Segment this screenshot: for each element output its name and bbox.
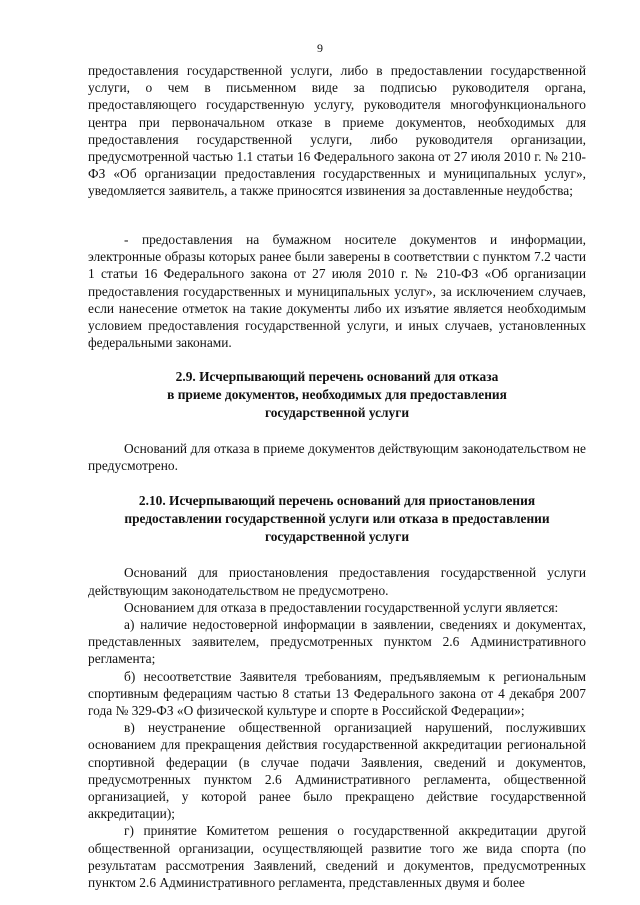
section-heading-2-10: [88, 492, 586, 546]
heading-line: предоставлении государственной услуги или отказа в предоставлении: [124, 511, 550, 527]
paragraph-no-suspension-grounds: Оснований для приостановления предоставления государственной услуги действующим законодательством не предусмотрено.: [88, 565, 586, 598]
list-item-a: а) наличие недостоверной информации в заявлении, сведениях и документах, представленных заявителем, предусмотренных пунктом 2.6 Административного регламента;: [88, 617, 586, 667]
list-item-v: в) неустранение общественной организацией нарушений, послуживших основанием для прекращения действия государственной аккредитации региональной спортивной федерации (в случае подачи Заявления, сведений и документов, предусмотренных пунктом 2.6 Административного регламента, общественной организацией, у которой ранее было прекращено действие государственной аккредитации);: [88, 720, 586, 822]
paragraph-no-refusal-grounds: Оснований для отказа в приеме документов действующим законодательством не предусмотрено.: [88, 441, 586, 474]
heading-line: в приеме документов, необходимых для предоставления: [167, 387, 507, 402]
document-body: [88, 62, 586, 891]
list-item-b: б) несоответствие Заявителя требованиям, предъявляемым к региональным спортивным федерациям частью 8 статьи 13 Федерального закона от 4 декабря 2007 года № 329-ФЗ «О физической культуре и спорте в Российской Федерации»;: [88, 668, 586, 719]
heading-line: государственной услуги: [264, 405, 410, 420]
paragraph-continuation: предоставления государственной услуги, либо в предоставлении государственной услуги, о чем в письменном виде за подписью руководителя органа, предоставляющего государственную услугу, руководителя многофункционального центра при первоначальном отказе в приеме документов, необходимых для предоставления государственной услуги, либо руководителя организации, предусмотренной частью 1.1 статьи 16 Федерального закона от 27 июля 2010 г. № 210-ФЗ «Об организации предоставления государственных и муниципальных услуг», уведомляется заявитель, а также приносятся извинения за доставленные неудобства;: [88, 63, 586, 199]
heading-line: государственной услуги: [264, 529, 410, 545]
list-item-g: г) принятие Комитетом решения о государственной аккредитации другой общественной организации, осуществляющей развитие того же вида спорта (по результатам рассмотрения Заявлений, сведений и документов, предусмотренных пунктом 2.6 Административного регламента, представленных двумя и более: [88, 823, 586, 891]
heading-line: 2.9. Исчерпывающий перечень оснований для отказа: [175, 369, 499, 384]
paragraph-electronic-images: - предоставления на бумажном носителе документов и информации, электронные образы которых ранее были заверены в соответствии с пунктом 7.2 части 1 статьи 16 Федерального закона от 27 июля 2010 г. № 210-ФЗ «Об организации предоставления государственных и муниципальных услуг», за исключением случаев, если нанесение отметок на такие документы либо их изъятие является необходимым условием предоставления государственной услуги, и иных случаев, установленных федеральными законами.: [88, 232, 586, 351]
heading-line: 2.10. Исчерпывающий перечень оснований для приостановления: [138, 493, 536, 509]
paragraph-refusal-grounds-intro: Основанием для отказа в предоставлении государственной услуги является:: [124, 599, 559, 615]
section-heading-2-9: [88, 368, 586, 422]
page-number: 9: [317, 41, 323, 55]
